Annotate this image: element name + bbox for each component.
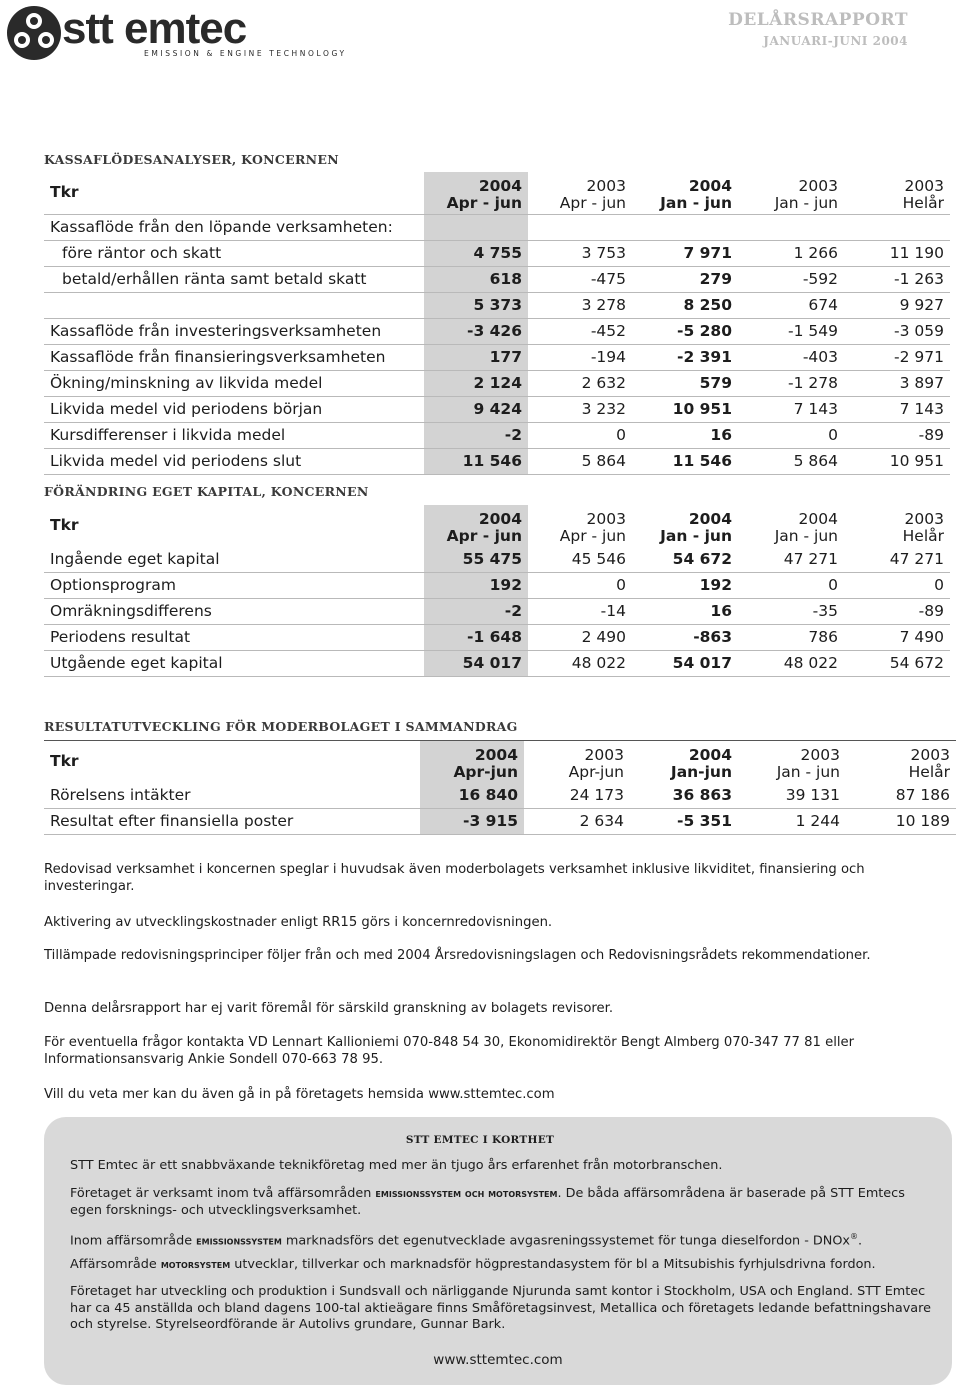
table-row: Periodens resultat -1 648 2 490 -863 786 7 490 [44,625,950,651]
note-paragraph: Denna delårsrapport har ej varit föremål för särskild granskning av bolagets revisorer. [44,1001,614,1016]
contact-paragraph: För eventuella frågor kontakta VD Lennart Kallioniemi 070-848 54 30, Ekonomidirektör Bengt Almberg 070-347 77 81 eller Informationsansvarig Ankie Sondell 070-663 78 95. [44,1035,855,1067]
table-row: Optionsprogram 192 0 192 0 0 [44,573,950,599]
box-website: www.sttemtec.com [433,1352,563,1368]
table-row [44,215,950,241]
table-row: före räntor och skatt 4 755 3 753 7 971 1 266 11 190 [44,241,950,267]
box-paragraph: Företaget har utveckling och produktion i Sundsvall och närliggande Njurunda samt kontor i Stockholm, USA och England. STT Emtec har ca 45 anställda och bland dagens 100-tal aktieägare finns Småföretagsinvest, Metallica och företagets ledande befattningshavare och styrelse. Styrelseordförande är Autolivs grundare, Gunnar Bark. [70,1284,931,1332]
cashflow-header-row [44,172,950,215]
logo-circles-icon [4,4,64,62]
cashflow-table [44,172,950,475]
logo-wordmark: stt emtec [62,4,247,53]
table-row: 5 373 3 278 8 250 674 9 927 [44,293,950,319]
col-header: 2003 Helår [844,172,950,215]
table-row: Ökning/minskning av likvida medel 2 124 2 632 579 -1 278 3 897 [44,371,950,397]
col-header: 2003 Jan - jun [738,172,844,215]
table-row: Likvida medel vid periodens slut 11 546 5 864 11 546 5 864 10 951 [44,449,950,475]
equity-table [44,505,950,677]
table-row: Kassaflöde från finansieringsverksamheten 177 -194 -2 391 -403 -2 971 [44,345,950,371]
table-row: Rörelsens intäkter 16 840 24 173 36 863 39 131 87 186 [44,783,956,809]
unit-label: Tkr [44,741,420,784]
report-title: DELÅRSRAPPORT [728,10,908,30]
table-row: Utgående eget kapital 54 017 48 022 54 017 48 022 54 672 [44,651,950,677]
table-row: Likvida medel vid periodens början 9 424 3 232 10 951 7 143 7 143 [44,397,950,423]
col-header: 2004 Apr - jun [424,172,528,215]
unit-label: Tkr [44,172,424,215]
box-paragraph: Företaget är verksamt inom två affärsområden emissionssystem och motorsystem. De båda affärsområdena är baserade på STT Emtecs egen forsknings- och utvecklingsverksamhet. [70,1186,905,1218]
parent-title: RESULTATUTVECKLING FÖR MODERBOLAGET I SAMMANDRAG [44,719,518,734]
table-row: betald/erhållen ränta samt betald skatt 618 -475 279 -592 -1 263 [44,267,950,293]
table-row: Kursdifferenser i likvida medel -2 0 16 0 -89 [44,423,950,449]
col-header: 2003 Apr - jun [528,172,632,215]
equity-title: FÖRÄNDRING EGET KAPITAL, KONCERNEN [44,484,369,499]
note-paragraph: Redovisad verksamhet i koncernen speglar i huvudsak även moderbolagets verksamhet inklusive likviditet, finansiering och investeringar. [44,862,865,894]
table-row: Ingående eget kapital 55 475 45 546 54 672 47 271 47 271 [44,547,950,573]
report-period: JANUARI-JUNI 2004 [763,34,908,48]
website-paragraph: Vill du veta mer kan du även gå in på företagets hemsida www.sttemtec.com [44,1087,555,1102]
note-paragraph: Aktivering av utvecklingskostnader enligt RR15 görs i koncernredovisningen. [44,915,553,930]
unit-label: Tkr [50,515,79,534]
parent-header-row: Tkr 2004 Apr-jun 2003 Apr-jun 2004 Jan-jun 2003 Jan - jun 2003 Helår [44,741,956,784]
cashflow-title: KASSAFLÖDESANALYSER, KONCERNEN [44,152,339,167]
table-row: Kassaflöde från investeringsverksamheten -3 426 -452 -5 280 -1 549 -3 059 [44,319,950,345]
box-paragraph: Affärsområde motorsystem utvecklar, tillverkar och marknadsför högprestandasystem för bl a Mitsubishis fyrhjulsdrivna fordon. [70,1257,876,1272]
col-header: 2004 Jan - jun [632,172,738,215]
box-paragraph: Inom affärsområde emissionssystem marknadsförs det egenutvecklade avgasreningssystemet för tunga dieselfordon - DNOx®. [70,1232,863,1249]
table-row: Omräkningsdifferens -2 -14 16 -35 -89 [44,599,950,625]
logo-tagline: EMISSION & ENGINE TECHNOLOGY [144,49,347,58]
box-paragraph: STT Emtec är ett snabbväxande teknikföretag med mer än tjugo års erfarenhet från motorbranschen. [70,1158,723,1173]
box-title: STT EMTEC I KORTHET [405,1134,555,1146]
equity-header-row: Tkr 2004 Apr - jun 2003 Apr - jun 2004 Jan - jun 2004 Jan - jun 2003 Helår [44,505,950,547]
note-paragraph: Tillämpade redovisningsprinciper följer från och med 2004 Årsredovisningslagen och Redovisningsrådets rekommendationer. [44,948,871,963]
parent-table [44,740,956,835]
table-row: Resultat efter finansiella poster -3 915 2 634 -5 351 1 244 10 189 [44,809,956,835]
section-label: Kassaflöde från den löpande verksamheten: [44,215,424,241]
